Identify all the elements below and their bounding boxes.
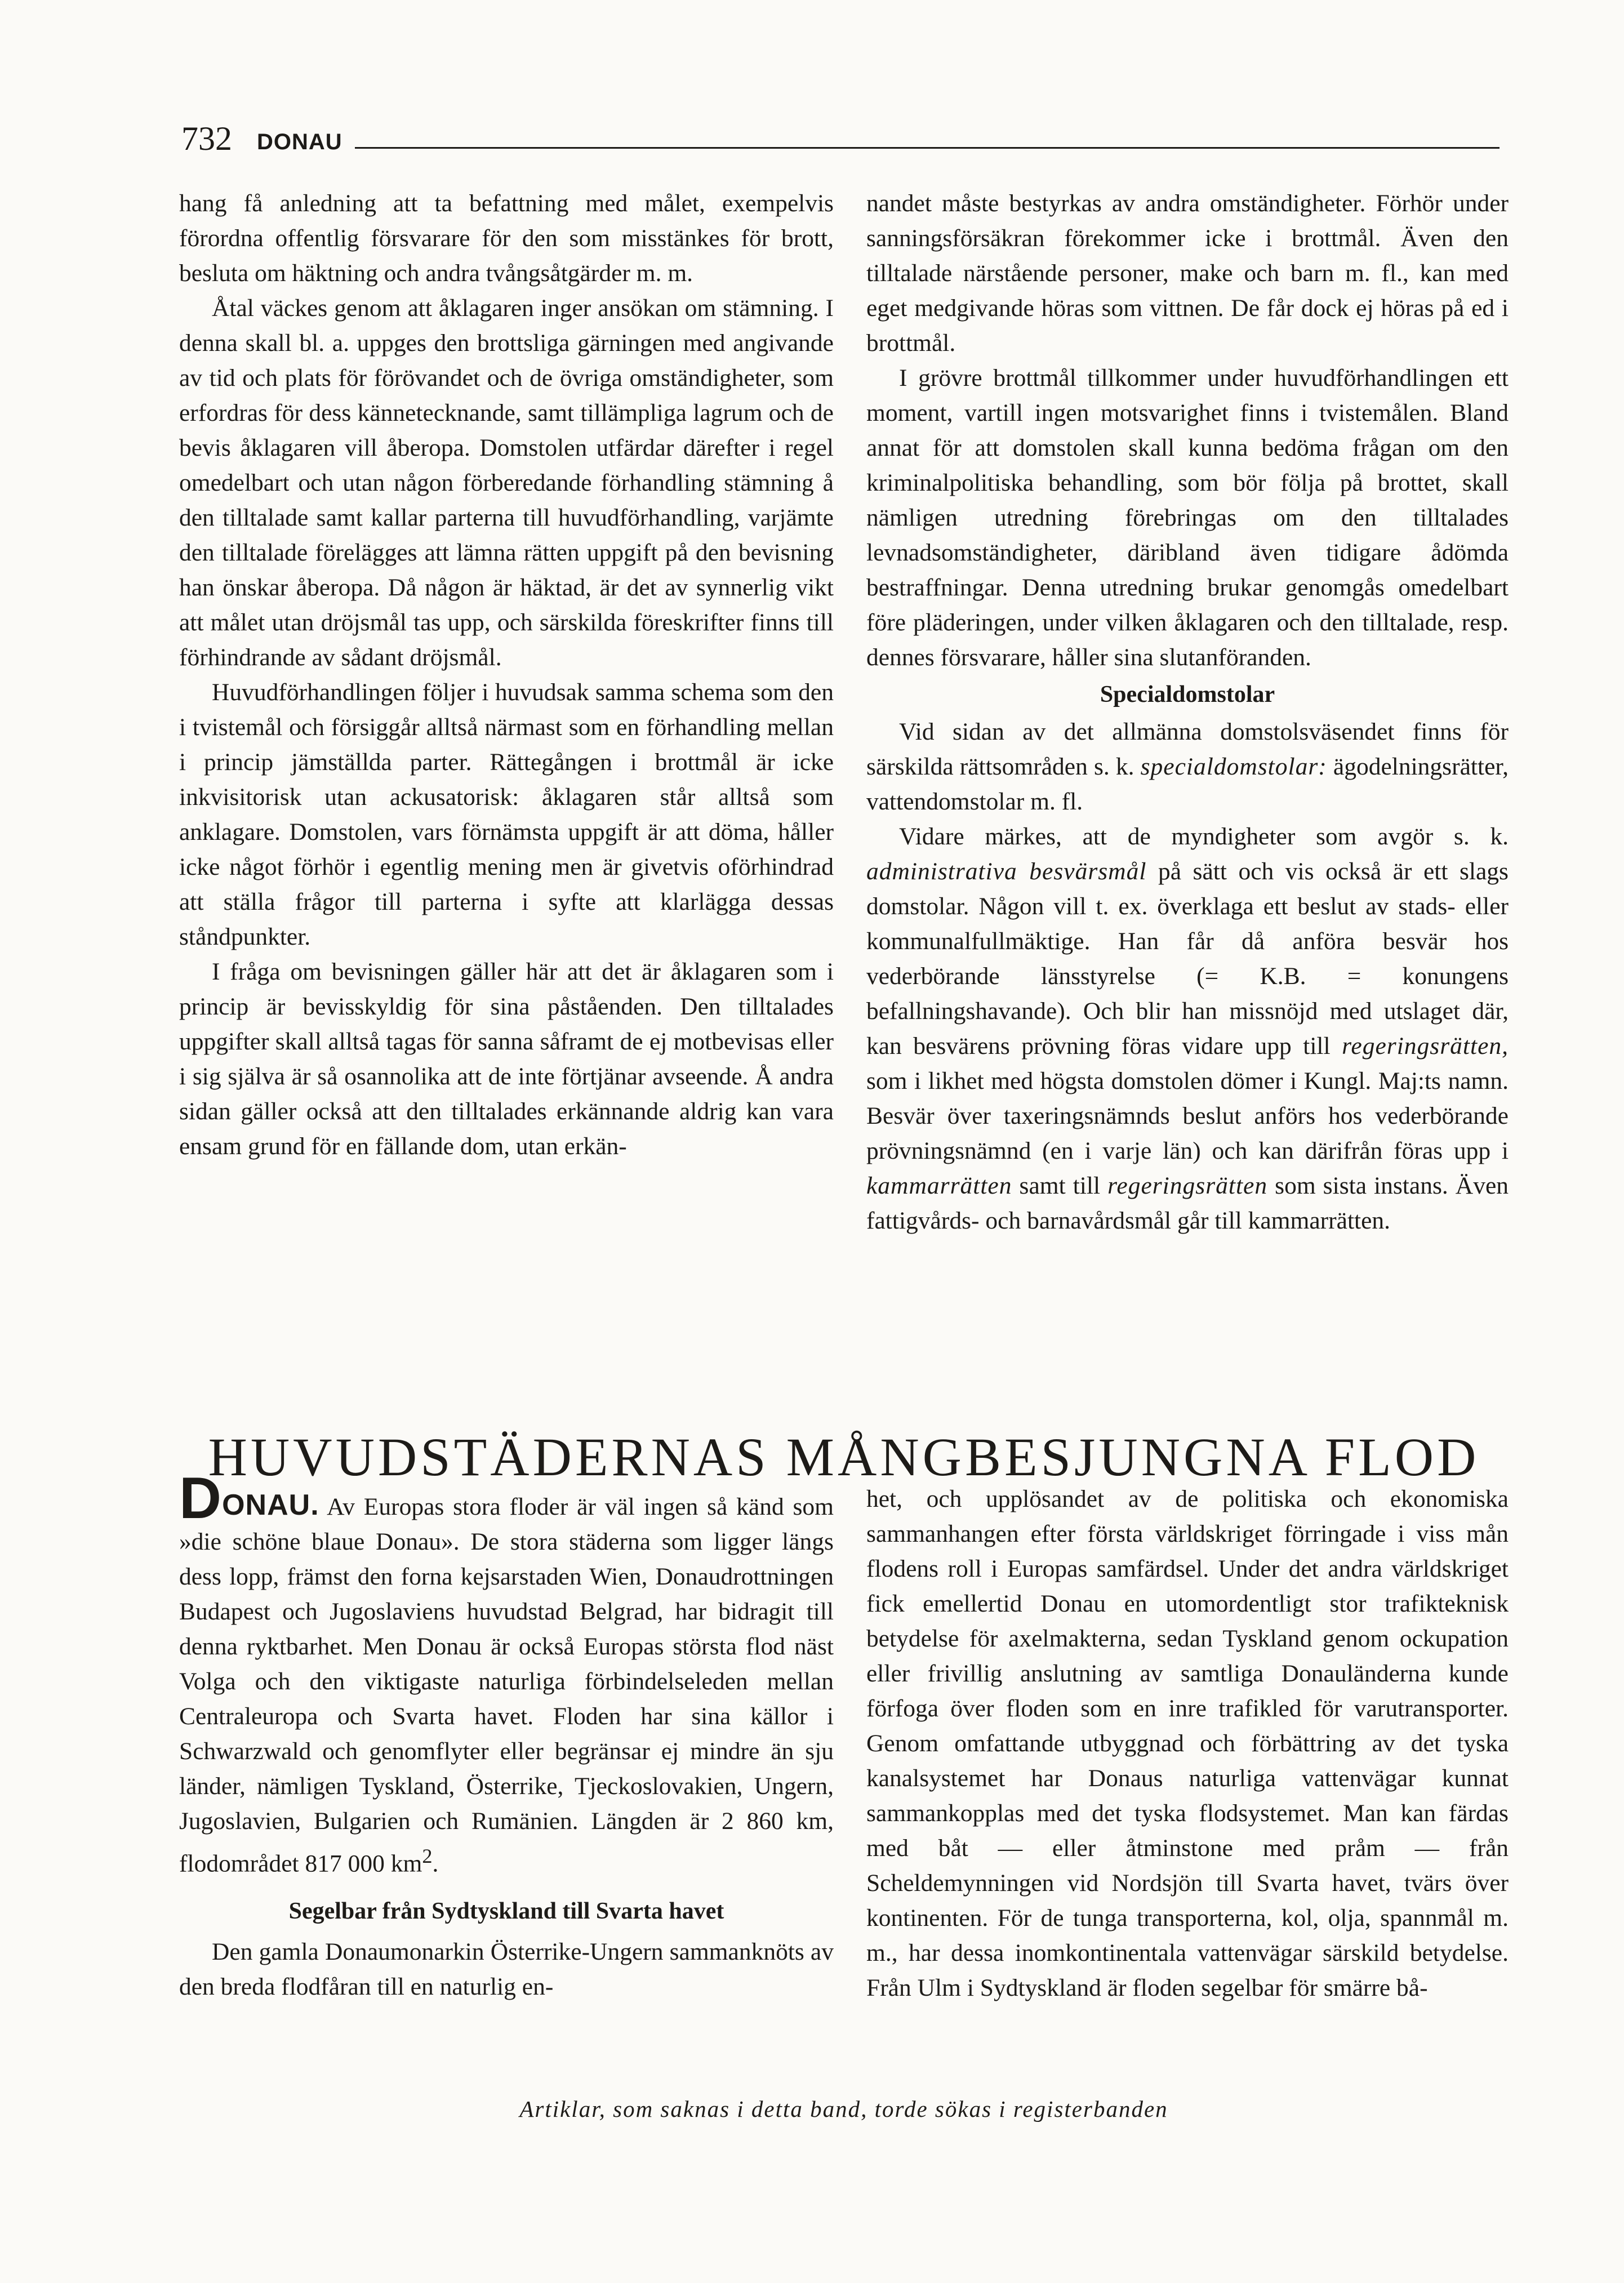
paragraph: Vidare märkes, att de myndigheter som avgör s. k. administrativa besvärsmål på sätt och vis också är ett slags domstolar. Någon vill t. ex. överklaga ett beslut av stads- eller kommunalfullmäktige. Han får då anföra besvär hos vederbörande länsstyrelse (= K.B. = konungens befallningshavande). Och blir han missnöjd med utslaget där, kan besvärens prövning föras vidare upp till regeringsrätten, som i likhet med högsta domstolen dömer i Kungl. Maj:ts namn. Besvär över taxeringsnämnds beslut anförs hos vederbörande prövningsnämnd (en i varje län) och kan därifrån föras upp i kammarrätten samt till regeringsrätten som sista instans. Även fattigvårds- och barnavårdsmål går till kammarrätten. <box>866 823 1509 1234</box>
header-rule <box>355 147 1500 149</box>
paragraph: I grövre brottmål tillkommer under huvudförhandlingen ett moment, vartill ingen motsvarighet finns i tvistemålen. Bland annat för att domstolen skall kunna bedöma frågan om den kriminalpolitiska behandling, som bör följa på brottet, skall nämligen utredning förebringas om den tilltalades levnadsomständigheter, däribland även tidigare ådömda bestraffningar. Denna utredning brukar genomgås omedelbart före pläderingen, under vilken åklagaren och den tilltalade, resp. dennes försvarare, håller sina slutanföranden. <box>866 364 1509 671</box>
paragraph: Åtal väckes genom att åklagaren inger ansökan om stämning. I denna skall bl. a. uppges den brottsliga gärningen med angivande av tid och plats för förövandet och de övriga omständigheter, som erfordras för dess kännetecknande, samt tillämpliga lagrum och de bevis åklagaren vill åberopa. Domstolen utfärdar därefter i regel omedelbart och utan någon förberedande förhandling stämning å den tilltalade samt kallar parterna till huvudförhandling, varjämte den tilltalade förelägges att lämna rätten uppgift på den bevisning han önskar åberopa. Då någon är häktad, är det av synnerlig vikt att målet utan dröjsmål tas upp, och särskilda föreskrifter finns till förhindrande av sådant dröjsmål. <box>179 295 834 671</box>
running-head: DONAU <box>257 130 342 154</box>
paragraph: het, och upplösandet av de politiska och ekonomiska sammanhangen efter första världskriget förringade i viss mån flodens roll i Europas samfärdsel. Under det andra världskriget fick emellertid Donau en utomordentligt stor trafikteknisk betydelse för axelmakterna, sedan Tyskland genom ockupation eller frivillig anslutning av samtliga Donauländerna kunde förfoga över floden som en inre trafikled för varutransporter. Genom omfattande utbyggnad och förbättring av det tyska kanalsystemet har Donaus naturliga vattenvägar kunnat sammankopplas med det tyska flodsystemet. Man kan färdas med båt — eller åtminstone med pråm — från Scheldemynningen vid Nordsjön till Svarta havet, tvärs över kontinenten. För de tunga transporterna, kol, olja, spannmål m. m., har dessa inomkontinentala vattenvägar särskild betydelse. Från Ulm i Sydtyskland är floden segelbar för smärre bå- <box>866 1485 1509 2001</box>
paragraph: hang få anledning att ta befattning med målet, exempelvis förordna offentlig försvarare för den som misstänkes för brott, besluta om häktning och andra tvångsåtgärder m. m. <box>179 190 834 287</box>
drop-word: DONAU. <box>179 1466 319 1531</box>
top-right-column <box>866 186 1509 1238</box>
section-heading: Specialdomstolar <box>1100 682 1275 707</box>
paragraph: Den gamla Donaumonarkin Österrike-Ungern sammanknöts av den breda flodfåran till en naturlig en- <box>179 1938 834 2000</box>
paragraph: Vid sidan av det allmänna domstolsväsendet finns för särskilda rättsområden s. k. specialdomstolar: ägodelningsrätter, vattendomstolar m. fl. <box>866 718 1509 815</box>
bottom-right-column <box>866 1481 1509 2005</box>
italic-term: regeringsrätten, <box>1342 1033 1509 1060</box>
italic-term: regeringsrätten <box>1107 1172 1268 1199</box>
page-header <box>181 110 1500 155</box>
drop-cap: D <box>179 1466 223 1531</box>
paragraph: I fråga om bevisningen gäller här att det är åklagaren som i princip är bevisskyldig för sina påståenden. Den tilltalades uppgifter skall alltså tagas för sanna såframt de ej motbevisas eller i sig själva är så osannolika att de inte förtjänar avseende. Å andra sidan gäller också att den tilltalades erkännande aldrig kan vara ensam grund för en fällande dom, utan erkän- <box>179 958 834 1160</box>
section-heading: Segelbar från Sydtyskland till Svarta havet <box>288 1898 724 1924</box>
paragraph: Huvudförhandlingen följer i huvudsak samma schema som den i tvistemål och försiggår alltså närmast som en förhandling mellan i princip jämställda parter. Rättegången i brottmål är icke inkvisitorisk utan ackusatorisk: åklagaren står alltså som anklagare. Domstolen, vars förnämsta uppgift är att döma, håller icke något förhör i egentlig mening men är givetvis oförhindrad att ställa frågor till parterna i syfte att klarlägga dessas ståndpunkter. <box>179 679 834 950</box>
article-title: HUVUDSTÄDERNAS MÅNGBESJUNGNA FLOD <box>208 1427 1480 1488</box>
italic-term: kammarrätten <box>866 1172 1012 1199</box>
paragraph: nandet måste bestyrkas av andra omständigheter. Förhör under sanningsförsäkran förekommer icke i brottmål. Även den tilltalade närstående personer, make och barn m. fl., kan med eget medgivande höras som vittnen. De får dock ej höras på ed i brottmål. <box>866 190 1509 357</box>
italic-term: specialdomstolar: <box>1140 753 1327 780</box>
bottom-left-column <box>179 1466 834 2004</box>
italic-term: administrativa besvärsmål <box>866 858 1147 885</box>
page-number: 732 <box>181 120 232 157</box>
lead-paragraph: DONAU. Av Europas stora floder är väl ingen så känd som »die schöne blaue Donau». De stora städerna som ligger längs dess lopp, främst den forna kejsarstaden Wien, Donaudrottningen Budapest och Jugoslaviens huvudstad Belgrad, har bidragit till denna ryktbarhet. Men Donau är också Europas största flod näst Volga och den viktigaste naturliga förbindelseleden mellan Centraleuropa och Svarta havet. Floden har sina källor i Schwarzwald och genomflyter eller begränsar ej mindre än sju länder, nämligen Tyskland, Österrike, Tjeckoslovakien, Ungern, Jugoslavien, Bulgarien och Rumänien. Längden är 2 860 km, flodområdet 817 000 $km^2$. <box>179 1466 834 1877</box>
footer-note: Artiklar, som saknas i detta band, torde sökas i registerbanden <box>519 2096 1168 2122</box>
top-left-column <box>179 186 834 1164</box>
